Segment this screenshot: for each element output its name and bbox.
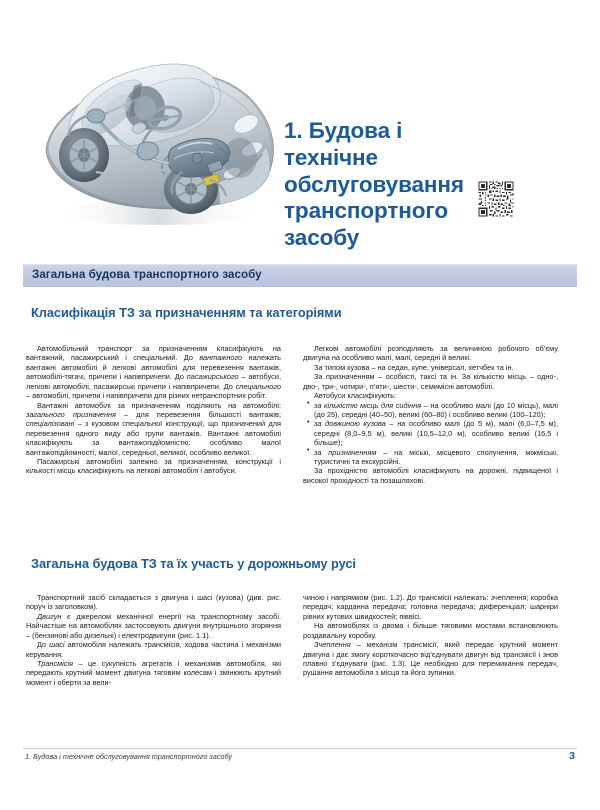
paragraph: [303, 640, 558, 678]
paragraph: [26, 593, 281, 612]
qr-code[interactable]: [477, 180, 515, 218]
text-run: – автомобілі, причепи і напівпричепи для різних нетранспортних робіт.: [26, 391, 267, 401]
text-run: – автобуси, легкові автомобілі, пасажирські причепи і напівпричепи. До: [26, 372, 281, 391]
emphasis-term: Зчеплення: [314, 640, 351, 650]
text-run: Пасажирські автомобілі залежно за призначенням, конструкції і кількості місць класифікують на легкові автомобілі і автобуси.: [26, 457, 281, 476]
footer-divider: [23, 748, 577, 749]
text-run: Транспортний засіб складається з двигуна і шасі (кузова) (див. рис. поруч із заголовком).: [26, 593, 281, 612]
text-run: – на міські, місцевого сполучення, міжміські, туристичні та екскурсійні.: [314, 447, 558, 467]
text-run: За призначенням – особисті, таксі та ін. За кількістю місць – одно-, дво-, три-, чотири-, п’яти-, шести-, семимісні автомобілі.: [303, 372, 558, 391]
section-bar-1: [23, 264, 577, 287]
text-run: – для перевезення більшості вантажів;: [115, 409, 281, 419]
list-item: [303, 401, 558, 420]
subheading-general-structure: Загальна будова ТЗ та їх участь у дорожньому русі: [31, 556, 356, 571]
emphasis-term: спеціалізовані: [26, 419, 75, 429]
list-item: [303, 419, 558, 447]
list-item: [303, 448, 558, 467]
text-run: є джерелом механічної енергії на транспортному засобі. Найчастіше на автомобілях застосовують двигуни внутрішнього згоряння – (бензинові або дизельні) і електродвигуни (рис. 1.1).: [26, 611, 281, 640]
text-run: На автомобілях із двома і більше тяговими мостами встановлюють роздавальну коробку.: [303, 621, 558, 640]
text-run: Автомобільний транспорт за призначенням класифікують на вантажний, пасажирський і спеціальний. До: [26, 344, 281, 363]
paragraph: [303, 363, 558, 372]
paragraph: [26, 344, 281, 401]
paragraph: [26, 640, 281, 659]
emphasis-term: шасі: [49, 640, 65, 650]
emphasis-term: загального призначення: [26, 409, 116, 419]
paragraph: [26, 401, 281, 458]
text-run: – механізм трансмісії, який передає крутний момент двигуна і дає змогу короткочасно від’єднувати двигун від трансмісії і знов плавно з’єднувати (рис. 1.3). Це необхідно для перемикання передач, рушання автомобіля з місця та його зупинки.: [303, 640, 558, 678]
paragraph: [26, 659, 281, 687]
section1-right-column: [303, 344, 558, 485]
emphasis-term: Трансмісія: [37, 658, 74, 668]
text-run: За типом кузова – на седан, купе, універсал, хетчбек та ін.: [314, 362, 514, 372]
text-run: Легкові автомобілі розподіляють за величиною робочого об’єму двигуна на особливо малі, малі, середні й великі.: [303, 344, 558, 363]
cutaway-car-illustration: [22, 30, 290, 235]
paragraph: [26, 457, 281, 476]
emphasis-term: за призначенням: [314, 447, 377, 457]
text-run: автомобіля належать трансмісія, ходова частина і механізми керування.: [26, 640, 282, 659]
text-run: чиною і напрямком (рис. 1.2). До трансмісії належать: зчеплення; коробка передач; карданна передача; головна передача; диференціал; шарніри рівних кутових швидкостей; піввісі.: [303, 593, 558, 621]
paragraph: [303, 466, 558, 485]
paragraph: [303, 391, 558, 400]
chapter-title: 1. Будова і технічне обслуговування транспортного засобу: [284, 118, 464, 251]
chapter-opener: [0, 18, 600, 251]
emphasis-term: за кількістю місць для сидіння: [314, 400, 422, 410]
text-run: – з кузовом спеціальної конструкції, що призначений для перевезення одного виду або групи вантажів. Вантажні автомобілі класифікують за вантажопідйомністю: особливо малої вантажопідйомності, малої, середньої, великої, особливо великої.: [26, 419, 281, 457]
emphasis-term: Двигун: [37, 611, 62, 621]
emphasis-term: за довжиною кузова: [314, 419, 386, 429]
emphasis-term: пасажирського: [186, 372, 239, 382]
text-run: Автобуси класифікують:: [314, 391, 397, 401]
paragraph: [303, 593, 558, 621]
section2-left-column: [26, 593, 281, 687]
subheading-classification: Класифікація ТЗ за призначенням та категоріями: [31, 305, 342, 320]
section-bar-1-label: Загальна будова транспортного засобу: [32, 268, 262, 281]
emphasis-term: спеціального: [235, 381, 281, 391]
emphasis-term: вантажного: [199, 353, 243, 363]
footer-page-number: 3: [569, 750, 575, 762]
text-run: – це сукупність агрегатів і механізмів автомобіля, які передають крутний момент двигуна тяговим колесам і змінюють крутний момент і оберти за вели-: [26, 658, 281, 687]
paragraph: [303, 344, 558, 363]
text-run: До: [37, 640, 50, 650]
text-run: – на особливо малі (до 10 місць), малі (до 25), середні (40–50), великі (60–80) і особливо великі (100–120);: [314, 400, 558, 419]
section2-right-column: [303, 593, 558, 678]
paragraph: [26, 612, 281, 640]
text-run: – на особливо малі (до 5 м), малі (6,0–7,5 м), середні (8,0–9,5 м), великі (10,5–12,0 м), особливо великі (16,5 і більше);: [314, 419, 558, 448]
text-run: За прохідністю автомобілі класифікують на дорожні, підвищеної і високої прохідності та позашляхові.: [303, 466, 558, 485]
page-footer: [23, 748, 577, 766]
paragraph: [303, 621, 558, 640]
text-run: належать вантажні автомобілі й легкові автомобілі для перевезення вантажів, автомобілі-тягачі, причепи і напівпричепи. До: [26, 353, 281, 382]
section1-left-column: [26, 344, 281, 476]
text-run: Вантажні автомобілі за призначенням поділяють на автомобілі:: [37, 400, 281, 410]
footer-running-title: 1. Будова і технічне обслуговування транспортного засобу: [25, 752, 233, 761]
paragraph: [303, 372, 558, 391]
